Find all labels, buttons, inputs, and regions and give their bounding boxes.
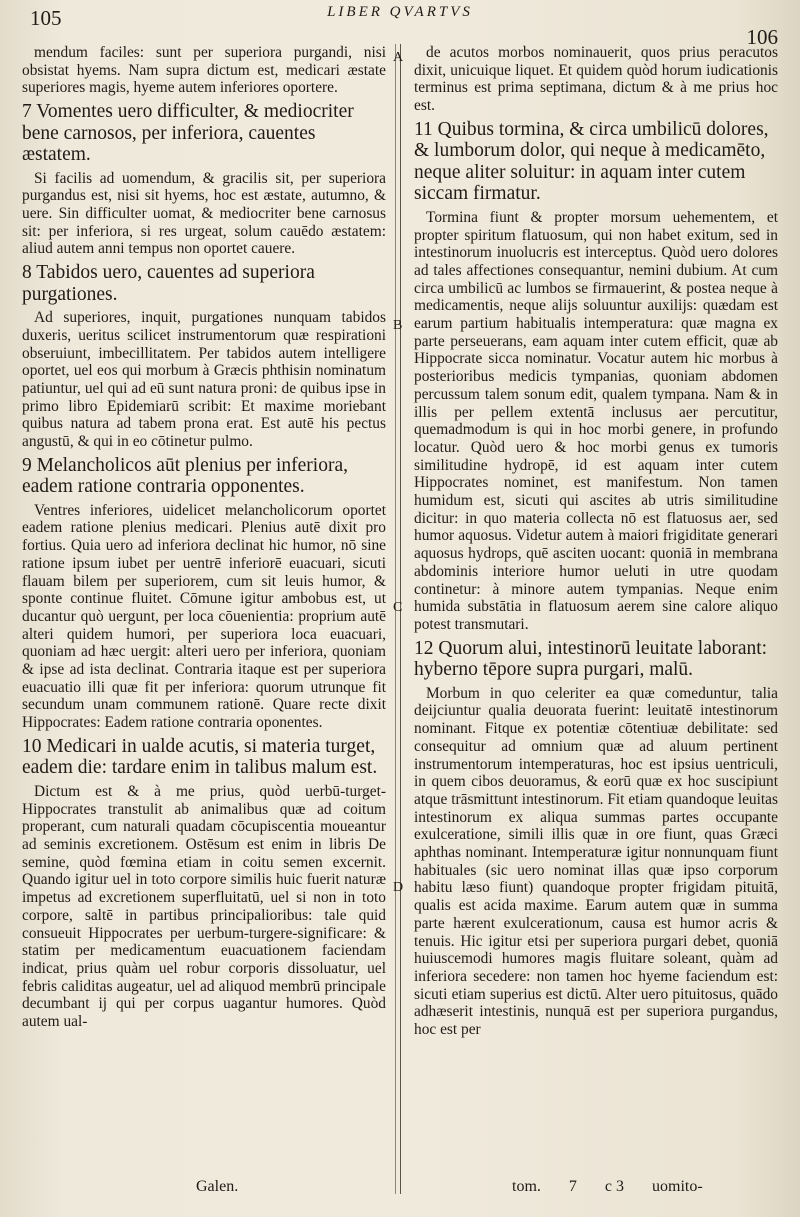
left-text-column [22, 44, 386, 1200]
aphorism-paragraph: 10 Medicari in ualde acutis, si materia turget, eadem die: tardare enim in talibus malum est. [22, 735, 378, 779]
commentary-paragraph: Dictum est & à me prius, quòd uerbū-turget- Hippocrates transtulit ab animalibus quæ ad coitum properant, cum naturali quadam cōcupiscentia moueantur ad seminis excretionem. Ostēsum est enim in libris De semine, quòd fœmina etiam in coitu semen excernit. Quando igitur uel in toto corpore similis huic fuerit naturæ impetus ad excretionem superfluitatū, uel si non in toto corpore, saltē in partibus principalioribus: tale quid consueuit Hippocrates per uerbum-turgere-significare: & statim per medicamentum euacuationem faciendam indicat, prius quàm uel robur corporis dissoluatur, uel febris caliditas augeatur, uel ad aliquod membrū principale decumbant ij qui per corpus uagantur humores. Quòd autem ual- [22, 782, 386, 1031]
footer-tom: tom. [512, 1178, 541, 1195]
right-text-column [414, 44, 778, 1178]
commentary-paragraph: Morbum in quo celeriter ea quæ comeduntur, talia deijciuntur qualia deuorata fuerint: leuitatē intestinorum nominant. Fitque ex potentiæ cōtentiuæ debilitate: sed consequitur ad omnium quæ ad aluum pertinent instrumentorum intemperaturas, hoc est ipsius uentriculi, in quem cibos deuoramus, & eorū quæ ex hoc suscipiunt atque trāsmittunt intestinorum. Fit etiam quandoque leuitas intestinorum ex aliqua summas partes occupante exulceratione, simili illis quæ in ore fiunt, quas Græci aphthas nominant. Intemperaturæ igitur nonnunquam fiunt habituales (sic uero nominat illas quæ ipso corporum habitu læso fiunt) quandoque propter frigidam pituitā, qualis est acida maxime. Earum autem quæ in summa parte hærent exulcerationum, causa est humor acris & tenuis. Hic igitur etsi per superiora purgari debet, quoniā huiuscemodi humores magis fluitare soleant, quàm ad inferiora secedere: non tamen hoc hyeme faciendum est: sicuti etiam superius est dictū. Alter uero pituitosus, quādo adhæserit intestinis, nunquā est per superiora purgandus, hoc est per [414, 684, 778, 1039]
footer-volume: 7 [568, 1178, 577, 1195]
page-header [0, 0, 800, 49]
margin-marker-a: A [393, 50, 404, 65]
footer-catchword: uomito- [652, 1178, 703, 1195]
aphorism-paragraph: 9 Melancholicos aūt plenius per inferiora, eadem ratione contraria opponentes. [22, 454, 348, 498]
column-divider-inner [395, 44, 396, 1194]
commentary-paragraph: Ad superiores, inquit, purgationes nunquam tabidos duxeris, ueritus scilicet instrumentorum quæ respirationi obseruiunt, imbecillitatem. Per tabidos autem intelligere oportet, uel eos qui morbum à Græcis phthisin nominatum patiuntur, uel qui ad eū sunt natura proni: de quibus ipse in primo libro Epidemiarū scribit: Et maxime moriebant quibus natura ad tabem prona erat. Est autē his pectus angustū, & qui in eo cōtinetur pulmo. [22, 309, 386, 451]
margin-marker-c: C [393, 600, 403, 615]
commentary-paragraph: Ventres inferiores, uidelicet melancholicorum oportet eadem ratione plenius medicari. Plenius autē dixit pro fortius. Quia uero ad inferiora declinat hic humor, nō sine ratione ipsum iubet per uentrē inferiorē euacuari, sicuti flauam bilem per superiorem, cum sit leuis humor, & sponte continue fluitet. Cōmune igitur ambobus est, ut ducantur quò uergunt, per loca cōuenientia: proprium autē alteri quidem humori, per superiora loca euacuari, quoniam ad hæc uergit: alteri uero per inferiora, quoniam & ipse ad ista declinat. Contraria itaque est per superiora euacuatio illi quæ fit per inferiora: quorum utrunque fit secundum unam communem rationē. Quare recte dixit Hippocrates: Eadem ratione contraria oponentes. [22, 501, 386, 732]
aphorism-paragraph: 8 Tabidos uero, cauentes ad superiora purgationes. [22, 262, 315, 305]
aphorism-paragraph: 7 Vomentes uero difficulter, & mediocriter bene carnosos, per inferiora, cauentes æstatem. [22, 101, 354, 166]
aphorism-paragraph: 11 Quibus tormina, & circa umbilicū dolores, & lumborum dolor, qui neque à medicamēto, neque aliter soluitur: in aquam inter cutem siccam firmatur. [414, 118, 769, 205]
page-number-left: 105 [30, 6, 62, 30]
running-title: LIBER QVARTVS [327, 4, 473, 20]
margin-marker-d: D [393, 880, 404, 895]
commentary-paragraph: Si facilis ad uomendum, & gracilis sit, per superiora purgandus est, nisi sit hyems, hoc est æstate, autumno, & uere. Sin difficulter uomat, & mediocriter bene carnosus sit: per inferiora, si res urgeat, solum cauēdo æstatem: aliud autem anni tempus non oportet cauere. [22, 169, 386, 258]
aphorism-paragraph: 12 Quorum alui, intestinorū leuitate laborant: hyberno tēpore supra purgari, malū. [414, 637, 768, 681]
commentary-paragraph: mendum faciles: sunt per superiora purgandi, nisi obsistat hyems. Nam supra dictum est, medicari æstate superiores magis, hyeme autem inferiores oportere. [22, 44, 386, 97]
footer-signature: c 3 [604, 1178, 624, 1195]
page-number-right: 106 [746, 25, 778, 49]
footer-left: Galen. [196, 1178, 239, 1195]
commentary-paragraph: de acutos morbos nominauerit, quos prius peracutos dixit, unicuique liquet. Et quidem quòd horum iudicationis terminus est prima septimana, dictum & à me prius hoc est. [414, 44, 778, 115]
commentary-paragraph: Tormina fiunt & propter morsum uehementem, et propter spiritum flatuosum, qui non habet exitum, sed in intestinorum inuolucris est interceptus. Quòd uero dolores ad tales affectiones consequantur, nemini dubium. At cum circa umbilicū ac lumbos se firmauerint, & postea neque à medicamentis, neque alijs soluuntur auxilijs: quædam est earum partium habitualis intemperatura: quæ magna ex parte perseuerans, eam aquam inter cutem efficit, quæ ab Hippocrate sicca nominatur. Vocatur autem hic morbus à posterioribus medicis tympanias, quoniam abdomen percussum talem sonum edit, qualem tympana. Nam & in illis per pellem extentā inclusus aer percutitur, quemadmodum is qui in hoc morbi genere, in profundo locatur. Quòd uero & hoc morbi genus ex tumoris similitudine hydropē, id est aquam inter cutem Hippocrates nominet, est manifestum. Non tamen humidum est, sicuti qui ascites ab utris similitudine dicitur: in quo materia collecta nō est flatuosus aer, sed humor aquosus. Videtur autem à maiori frigiditate generari aquosus hydrops, quē asciten uocant: quoniā in membrana abdominis interiore humor ueluti in utre quodam continetur: à minore autem tympanias. Neque enim humida substātia in flatuosum aerem sine calore aliquo potest transmutari. [414, 208, 778, 633]
column-divider [400, 44, 401, 1194]
footer-right [512, 1178, 772, 1196]
margin-marker-b: B [393, 318, 403, 333]
